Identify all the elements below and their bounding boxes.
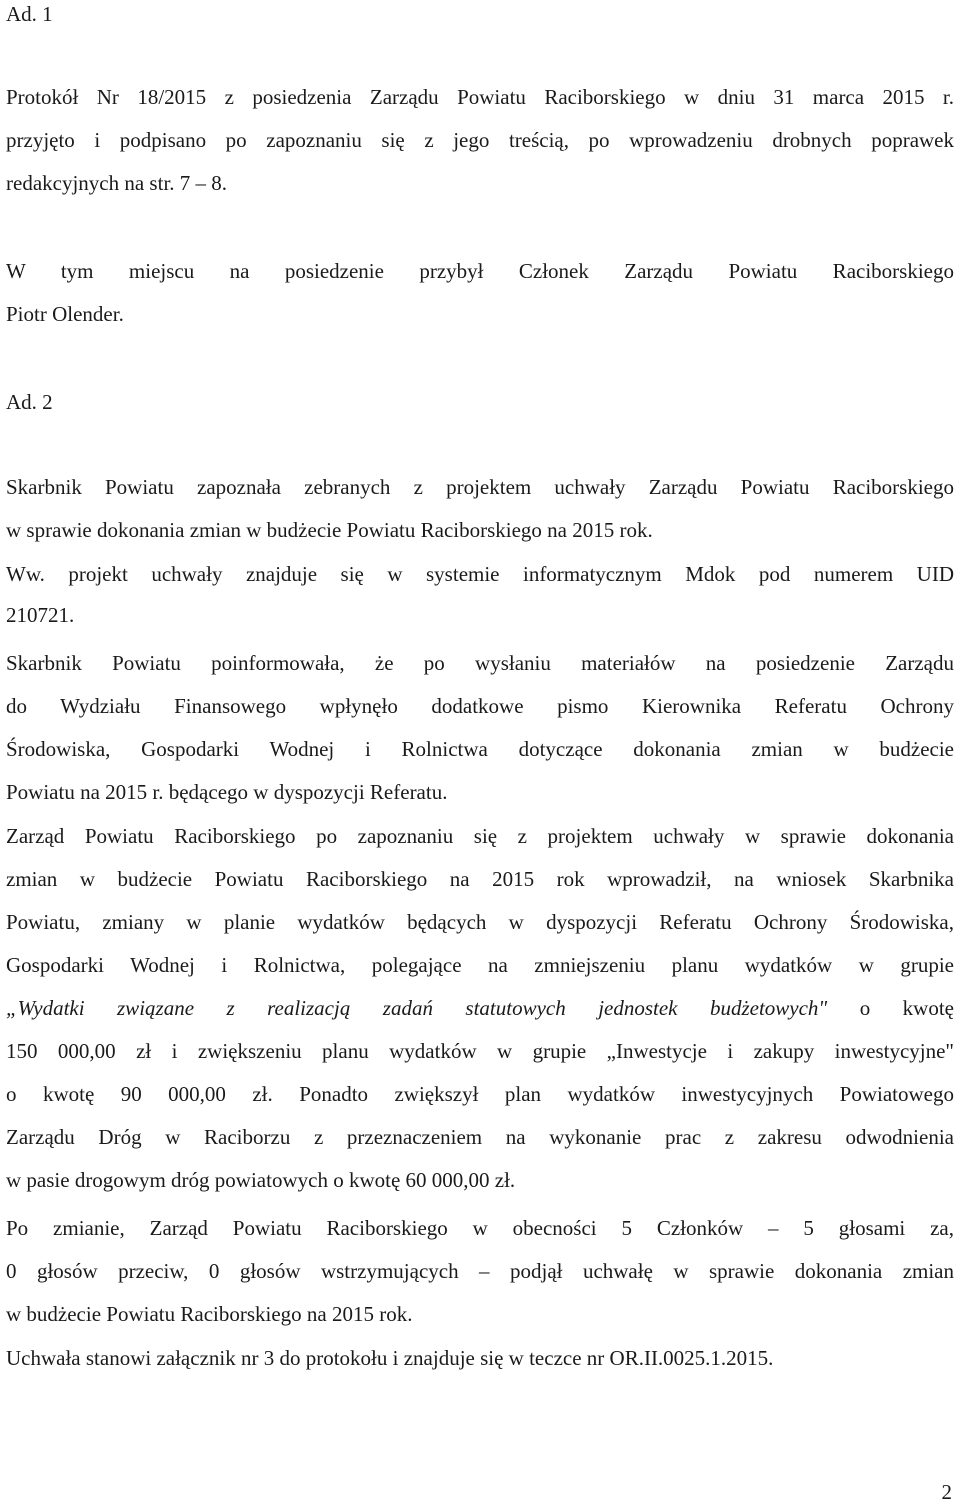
text-line: 150 000,00 zł i zwiększeniu planu wydatków w grupie „Inwestycje i zakupy inwestycyjne" xyxy=(6,1039,954,1063)
text-line: o kwotę 90 000,00 zł. Ponadto zwiększył plan wydatków inwestycyjnych Powiatowego xyxy=(6,1082,954,1106)
text-line: w pasie drogowym dróg powiatowych o kwotę 60 000,00 zł. xyxy=(6,1168,516,1192)
italic-quote: „Wydatki związane z realizacją zadań statutowych jednostek budżetowych" xyxy=(6,996,828,1020)
text-line: w sprawie dokonania zmian w budżecie Powiatu Raciborskiego na 2015 rok. xyxy=(6,518,653,542)
text-line: do Wydziału Finansowego wpłynęło dodatkowe pismo Kierownika Referatu Ochrony xyxy=(6,694,954,718)
page-number: 2 xyxy=(941,1480,952,1504)
text-fragment: o kwotę xyxy=(827,996,954,1020)
text-line: zmian w budżecie Powiatu Raciborskiego na 2015 rok wprowadził, na wniosek Skarbnika xyxy=(6,867,954,891)
text-line: 210721. xyxy=(6,603,75,627)
text-line: Skarbnik Powiatu poinformowała, że po wysłaniu materiałów na posiedzenie Zarządu xyxy=(6,651,954,675)
ad2-paragraph-board-decision xyxy=(6,815,954,1202)
text-line: redakcyjnych na str. 7 – 8. xyxy=(6,171,228,195)
ad2-paragraph-vote xyxy=(6,1207,954,1336)
text-line: Ww. projekt uchwały znajduje się w systemie informatycznym Mdok pod numerem UID xyxy=(6,562,954,586)
ad1-paragraph-protocol xyxy=(6,76,954,205)
ad2-paragraph-project-uid xyxy=(6,553,954,634)
text-line: w budżecie Powiatu Raciborskiego na 2015 rok. xyxy=(6,1302,413,1326)
ad1-paragraph-member-arrival xyxy=(6,250,954,336)
text-line: Gospodarki Wodnej i Rolnictwa, polegające na zmniejszeniu planu wydatków w grupie xyxy=(6,953,954,977)
text-line: Piotr Olender. xyxy=(6,302,124,326)
ad2-paragraph-attachment xyxy=(6,1337,954,1380)
ad2-paragraph-treasurer-intro xyxy=(6,466,954,552)
ad2-paragraph-treasurer-info xyxy=(6,642,954,814)
text-line: Powiatu, zmiany w planie wydatków będących w dyspozycji Referatu Ochrony Środowiska, xyxy=(6,910,954,934)
text-line: przyjęto i podpisano po zapoznaniu się z jego treścią, po wprowadzeniu drobnych poprawek xyxy=(6,128,954,152)
text-line: Skarbnik Powiatu zapoznała zebranych z projektem uchwały Zarządu Powiatu Raciborskiego xyxy=(6,475,954,499)
text-line: Zarząd Powiatu Raciborskiego po zapoznaniu się z projektem uchwały w sprawie dokonania xyxy=(6,824,954,848)
text-line: W tym miejscu na posiedzenie przybył Członek Zarządu Powiatu Raciborskiego xyxy=(6,259,954,283)
text-line: Środowiska, Gospodarki Wodnej i Rolnictwa dotyczące dokonania zmian w budżecie xyxy=(6,737,954,761)
ad2-heading: Ad. 2 xyxy=(6,390,53,414)
text-line: Powiatu na 2015 r. będącego w dyspozycji Referatu. xyxy=(6,780,448,804)
text-line: Protokół Nr 18/2015 z posiedzenia Zarządu Powiatu Raciborskiego w dniu 31 marca 2015 r. xyxy=(6,85,954,109)
text-line: Zarządu Dróg w Raciborzu z przeznaczeniem na wykonanie prac z zakresu odwodnienia xyxy=(6,1125,954,1149)
ad1-heading: Ad. 1 xyxy=(6,2,53,26)
text-line: 0 głosów przeciw, 0 głosów wstrzymujących – podjął uchwałę w sprawie dokonania zmian xyxy=(6,1259,954,1283)
text-line: Uchwała stanowi załącznik nr 3 do protokołu i znajduje się w teczce nr OR.II.0025.1.2015. xyxy=(6,1346,774,1370)
text-line xyxy=(6,987,954,1030)
text-line: Po zmianie, Zarząd Powiatu Raciborskiego w obecności 5 Członków – 5 głosami za, xyxy=(6,1216,954,1240)
